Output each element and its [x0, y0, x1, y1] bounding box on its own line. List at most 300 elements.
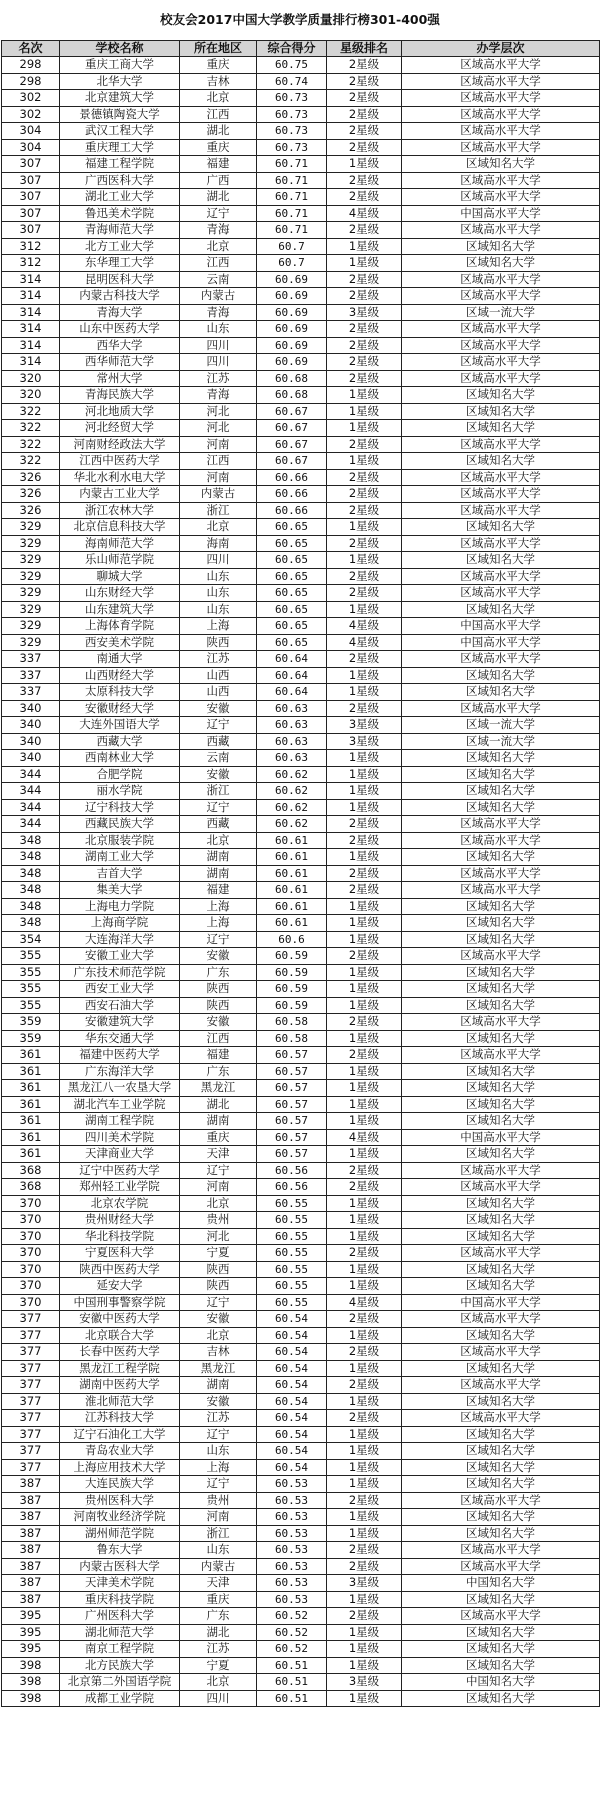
score-cell: 60.54	[257, 1410, 327, 1427]
rank-cell: 395	[2, 1608, 60, 1625]
school-level-cell: 区域知名大学	[402, 1327, 600, 1344]
school-level-cell: 区域高水平大学	[402, 1344, 600, 1361]
star-rank-cell: 1星级	[327, 519, 402, 536]
score-cell: 60.55	[257, 1278, 327, 1295]
star-rank-cell: 1星级	[327, 1641, 402, 1658]
star-rank-cell: 2星级	[327, 123, 402, 140]
region-cell: 黑龙江	[180, 1080, 257, 1097]
table-row	[2, 1014, 600, 1031]
school-level-cell: 区域知名大学	[402, 552, 600, 569]
region-cell: 北京	[180, 1327, 257, 1344]
region-cell: 陕西	[180, 634, 257, 651]
table-row	[2, 1129, 600, 1146]
region-cell: 辽宁	[180, 931, 257, 948]
region-cell: 山东	[180, 601, 257, 618]
table-row	[2, 337, 600, 354]
region-cell: 山西	[180, 667, 257, 684]
rank-cell: 348	[2, 882, 60, 899]
region-cell: 山东	[180, 1542, 257, 1559]
table-row	[2, 1509, 600, 1526]
rank-cell: 348	[2, 898, 60, 915]
school-name-cell: 湖南工业大学	[60, 849, 180, 866]
school-level-cell: 区域知名大学	[402, 1476, 600, 1493]
school-level-cell: 区域高水平大学	[402, 139, 600, 156]
region-cell: 安徽	[180, 948, 257, 965]
star-rank-cell: 1星级	[327, 667, 402, 684]
school-level-cell: 区域高水平大学	[402, 568, 600, 585]
rank-cell: 304	[2, 123, 60, 140]
star-rank-cell: 1星级	[327, 1360, 402, 1377]
school-name-cell: 浙江农林大学	[60, 502, 180, 519]
school-level-cell: 区域知名大学	[402, 1459, 600, 1476]
school-name-cell: 广州医科大学	[60, 1608, 180, 1625]
table-row	[2, 1030, 600, 1047]
star-rank-cell: 1星级	[327, 552, 402, 569]
region-cell: 陕西	[180, 981, 257, 998]
school-level-cell: 区域知名大学	[402, 1261, 600, 1278]
table-row	[2, 651, 600, 668]
school-level-cell: 区域高水平大学	[402, 700, 600, 717]
score-cell: 60.65	[257, 519, 327, 536]
score-cell: 60.54	[257, 1311, 327, 1328]
table-row	[2, 288, 600, 305]
table-row	[2, 1690, 600, 1707]
rank-cell: 340	[2, 733, 60, 750]
header-school-level: 办学层次	[402, 41, 600, 57]
rank-cell: 361	[2, 1113, 60, 1130]
table-row	[2, 271, 600, 288]
table-row	[2, 139, 600, 156]
rank-cell: 314	[2, 271, 60, 288]
table-row	[2, 453, 600, 470]
score-cell: 60.58	[257, 1014, 327, 1031]
school-level-cell: 区域一流大学	[402, 717, 600, 734]
region-cell: 河南	[180, 1509, 257, 1526]
rank-cell: 377	[2, 1344, 60, 1361]
table-row	[2, 618, 600, 635]
school-level-cell: 中国知名大学	[402, 1674, 600, 1691]
table-row	[2, 1195, 600, 1212]
school-name-cell: 西南林业大学	[60, 750, 180, 767]
school-level-cell: 区域知名大学	[402, 255, 600, 272]
school-level-cell: 区域高水平大学	[402, 123, 600, 140]
star-rank-cell: 2星级	[327, 1410, 402, 1427]
region-cell: 广东	[180, 1063, 257, 1080]
star-rank-cell: 2星级	[327, 172, 402, 189]
school-level-cell: 区域高水平大学	[402, 585, 600, 602]
table-row	[2, 73, 600, 90]
rank-cell: 344	[2, 799, 60, 816]
score-cell: 60.67	[257, 403, 327, 420]
rank-cell: 370	[2, 1212, 60, 1229]
school-level-cell: 区域知名大学	[402, 849, 600, 866]
region-cell: 四川	[180, 354, 257, 371]
rank-cell: 329	[2, 568, 60, 585]
school-level-cell: 区域高水平大学	[402, 189, 600, 206]
school-name-cell: 大连民族大学	[60, 1476, 180, 1493]
score-cell: 60.71	[257, 222, 327, 239]
rank-cell: 354	[2, 931, 60, 948]
rank-cell: 326	[2, 469, 60, 486]
star-rank-cell: 1星级	[327, 783, 402, 800]
star-rank-cell: 2星级	[327, 700, 402, 717]
region-cell: 西藏	[180, 816, 257, 833]
region-cell: 湖南	[180, 865, 257, 882]
region-cell: 陕西	[180, 1261, 257, 1278]
school-level-cell: 区域知名大学	[402, 1080, 600, 1097]
school-name-cell: 湖北汽车工业学院	[60, 1096, 180, 1113]
school-level-cell: 区域知名大学	[402, 601, 600, 618]
region-cell: 湖南	[180, 849, 257, 866]
table-row	[2, 1657, 600, 1674]
region-cell: 西藏	[180, 733, 257, 750]
table-row	[2, 1377, 600, 1394]
table-row	[2, 799, 600, 816]
star-rank-cell: 4星级	[327, 1294, 402, 1311]
star-rank-cell: 1星级	[327, 1509, 402, 1526]
rank-cell: 312	[2, 238, 60, 255]
school-level-cell: 区域高水平大学	[402, 1162, 600, 1179]
rank-cell: 387	[2, 1575, 60, 1592]
star-rank-cell: 2星级	[327, 535, 402, 552]
table-row	[2, 436, 600, 453]
region-cell: 浙江	[180, 783, 257, 800]
table-row	[2, 502, 600, 519]
score-cell: 60.55	[257, 1261, 327, 1278]
school-level-cell: 区域知名大学	[402, 684, 600, 701]
region-cell: 黑龙江	[180, 1360, 257, 1377]
school-level-cell: 中国知名大学	[402, 1575, 600, 1592]
star-rank-cell: 2星级	[327, 568, 402, 585]
school-name-cell: 常州大学	[60, 370, 180, 387]
score-cell: 60.57	[257, 1096, 327, 1113]
header-rank: 名次	[2, 41, 60, 57]
table-row	[2, 1294, 600, 1311]
school-name-cell: 华东交通大学	[60, 1030, 180, 1047]
table-row	[2, 849, 600, 866]
region-cell: 河南	[180, 469, 257, 486]
region-cell: 四川	[180, 337, 257, 354]
star-rank-cell: 2星级	[327, 865, 402, 882]
school-name-cell: 青海民族大学	[60, 387, 180, 404]
star-rank-cell: 2星级	[327, 1014, 402, 1031]
table-row	[2, 238, 600, 255]
score-cell: 60.59	[257, 964, 327, 981]
rank-cell: 387	[2, 1542, 60, 1559]
school-name-cell: 河北地质大学	[60, 403, 180, 420]
school-level-cell: 区域高水平大学	[402, 1179, 600, 1196]
table-row	[2, 717, 600, 734]
table-row	[2, 106, 600, 123]
rank-cell: 387	[2, 1476, 60, 1493]
star-rank-cell: 2星级	[327, 57, 402, 74]
star-rank-cell: 1星级	[327, 997, 402, 1014]
region-cell: 湖南	[180, 1113, 257, 1130]
rank-cell: 387	[2, 1492, 60, 1509]
school-level-cell: 区域高水平大学	[402, 90, 600, 107]
region-cell: 云南	[180, 271, 257, 288]
star-rank-cell: 1星级	[327, 1261, 402, 1278]
school-name-cell: 中国刑事警察学院	[60, 1294, 180, 1311]
rank-cell: 398	[2, 1690, 60, 1707]
star-rank-cell: 1星级	[327, 1212, 402, 1229]
star-rank-cell: 1星级	[327, 1228, 402, 1245]
star-rank-cell: 1星级	[327, 750, 402, 767]
region-cell: 海南	[180, 535, 257, 552]
school-name-cell: 聊城大学	[60, 568, 180, 585]
star-rank-cell: 3星级	[327, 1575, 402, 1592]
school-name-cell: 安徽财经大学	[60, 700, 180, 717]
table-row	[2, 123, 600, 140]
rank-cell: 355	[2, 964, 60, 981]
rank-cell: 329	[2, 618, 60, 635]
rank-cell: 355	[2, 948, 60, 965]
score-cell: 60.59	[257, 997, 327, 1014]
school-level-cell: 区域高水平大学	[402, 1047, 600, 1064]
school-level-cell: 区域高水平大学	[402, 486, 600, 503]
school-level-cell: 区域知名大学	[402, 931, 600, 948]
school-level-cell: 区域高水平大学	[402, 222, 600, 239]
school-level-cell: 区域知名大学	[402, 1146, 600, 1163]
school-level-cell: 区域知名大学	[402, 1360, 600, 1377]
star-rank-cell: 2星级	[327, 486, 402, 503]
school-name-cell: 上海商学院	[60, 915, 180, 932]
table-row	[2, 1525, 600, 1542]
region-cell: 贵州	[180, 1212, 257, 1229]
region-cell: 河北	[180, 403, 257, 420]
star-rank-cell: 1星级	[327, 420, 402, 437]
school-name-cell: 北京建筑大学	[60, 90, 180, 107]
table-row	[2, 387, 600, 404]
region-cell: 河北	[180, 420, 257, 437]
region-cell: 陕西	[180, 1278, 257, 1295]
region-cell: 上海	[180, 618, 257, 635]
star-rank-cell: 1星级	[327, 1624, 402, 1641]
rank-cell: 370	[2, 1261, 60, 1278]
school-name-cell: 天津商业大学	[60, 1146, 180, 1163]
region-cell: 辽宁	[180, 717, 257, 734]
school-name-cell: 安徽工业大学	[60, 948, 180, 965]
school-level-cell: 区域知名大学	[402, 1443, 600, 1460]
score-cell: 60.65	[257, 618, 327, 635]
star-rank-cell: 2星级	[327, 882, 402, 899]
table-row	[2, 1146, 600, 1163]
school-name-cell: 江苏科技大学	[60, 1410, 180, 1427]
rank-cell: 387	[2, 1525, 60, 1542]
star-rank-cell: 2星级	[327, 948, 402, 965]
rank-cell: 387	[2, 1509, 60, 1526]
school-level-cell: 区域知名大学	[402, 1212, 600, 1229]
school-name-cell: 西藏大学	[60, 733, 180, 750]
star-rank-cell: 2星级	[327, 469, 402, 486]
score-cell: 60.59	[257, 981, 327, 998]
score-cell: 60.51	[257, 1690, 327, 1707]
rank-cell: 377	[2, 1377, 60, 1394]
rank-cell: 322	[2, 436, 60, 453]
region-cell: 湖北	[180, 1624, 257, 1641]
region-cell: 四川	[180, 1690, 257, 1707]
school-level-cell: 区域高水平大学	[402, 1245, 600, 1262]
school-level-cell: 区域高水平大学	[402, 370, 600, 387]
rank-cell: 398	[2, 1674, 60, 1691]
rank-cell: 329	[2, 519, 60, 536]
rank-cell: 370	[2, 1294, 60, 1311]
score-cell: 60.71	[257, 205, 327, 222]
school-level-cell: 区域知名大学	[402, 387, 600, 404]
rank-cell: 314	[2, 337, 60, 354]
star-rank-cell: 2星级	[327, 816, 402, 833]
region-cell: 辽宁	[180, 1162, 257, 1179]
score-cell: 60.53	[257, 1575, 327, 1592]
rank-cell: 395	[2, 1641, 60, 1658]
score-cell: 60.53	[257, 1525, 327, 1542]
school-level-cell: 区域知名大学	[402, 1113, 600, 1130]
score-cell: 60.71	[257, 156, 327, 173]
table-row	[2, 90, 600, 107]
star-rank-cell: 1星级	[327, 238, 402, 255]
rank-cell: 368	[2, 1162, 60, 1179]
score-cell: 60.53	[257, 1476, 327, 1493]
star-rank-cell: 2星级	[327, 271, 402, 288]
school-level-cell: 区域知名大学	[402, 898, 600, 915]
table-row	[2, 1476, 600, 1493]
score-cell: 60.57	[257, 1146, 327, 1163]
region-cell: 上海	[180, 898, 257, 915]
school-name-cell: 湖南工程学院	[60, 1113, 180, 1130]
star-rank-cell: 2星级	[327, 1608, 402, 1625]
rank-cell: 307	[2, 172, 60, 189]
school-name-cell: 吉首大学	[60, 865, 180, 882]
region-cell: 湖北	[180, 1096, 257, 1113]
region-cell: 福建	[180, 156, 257, 173]
score-cell: 60.69	[257, 304, 327, 321]
school-level-cell: 区域高水平大学	[402, 172, 600, 189]
score-cell: 60.61	[257, 915, 327, 932]
rank-cell: 361	[2, 1047, 60, 1064]
school-level-cell: 区域知名大学	[402, 783, 600, 800]
school-name-cell: 太原科技大学	[60, 684, 180, 701]
star-rank-cell: 2星级	[327, 370, 402, 387]
region-cell: 内蒙古	[180, 486, 257, 503]
table-row	[2, 981, 600, 998]
school-name-cell: 鲁迅美术学院	[60, 205, 180, 222]
table-row	[2, 403, 600, 420]
score-cell: 60.55	[257, 1195, 327, 1212]
school-name-cell: 山东财经大学	[60, 585, 180, 602]
table-row	[2, 1542, 600, 1559]
school-level-cell: 区域知名大学	[402, 403, 600, 420]
rank-cell: 314	[2, 321, 60, 338]
score-cell: 60.61	[257, 832, 327, 849]
rank-cell: 361	[2, 1146, 60, 1163]
region-cell: 江西	[180, 1030, 257, 1047]
school-name-cell: 西安美术学院	[60, 634, 180, 651]
school-level-cell: 区域知名大学	[402, 750, 600, 767]
rank-cell: 377	[2, 1393, 60, 1410]
school-level-cell: 区域高水平大学	[402, 651, 600, 668]
table-row	[2, 816, 600, 833]
star-rank-cell: 2星级	[327, 832, 402, 849]
region-cell: 山西	[180, 684, 257, 701]
rank-cell: 302	[2, 90, 60, 107]
school-level-cell: 中国高水平大学	[402, 618, 600, 635]
star-rank-cell: 1星级	[327, 1096, 402, 1113]
star-rank-cell: 2星级	[327, 321, 402, 338]
table-row	[2, 1278, 600, 1295]
region-cell: 福建	[180, 882, 257, 899]
school-level-cell: 区域高水平大学	[402, 1558, 600, 1575]
school-level-cell: 区域知名大学	[402, 1690, 600, 1707]
school-name-cell: 湖北工业大学	[60, 189, 180, 206]
score-cell: 60.75	[257, 57, 327, 74]
score-cell: 60.64	[257, 667, 327, 684]
table-row	[2, 865, 600, 882]
table-row	[2, 766, 600, 783]
school-name-cell: 淮北师范大学	[60, 1393, 180, 1410]
school-name-cell: 合肥学院	[60, 766, 180, 783]
school-name-cell: 西安石油大学	[60, 997, 180, 1014]
table-row	[2, 189, 600, 206]
school-level-cell: 区域高水平大学	[402, 469, 600, 486]
school-name-cell: 东华理工大学	[60, 255, 180, 272]
score-cell: 60.61	[257, 882, 327, 899]
score-cell: 60.54	[257, 1426, 327, 1443]
school-name-cell: 乐山师范学院	[60, 552, 180, 569]
region-cell: 辽宁	[180, 1294, 257, 1311]
school-level-cell: 区域高水平大学	[402, 832, 600, 849]
rank-cell: 387	[2, 1558, 60, 1575]
school-level-cell: 区域知名大学	[402, 1509, 600, 1526]
region-cell: 北京	[180, 519, 257, 536]
region-cell: 浙江	[180, 502, 257, 519]
school-name-cell: 华北科技学院	[60, 1228, 180, 1245]
table-row	[2, 948, 600, 965]
table-row	[2, 964, 600, 981]
school-name-cell: 山东中医药大学	[60, 321, 180, 338]
score-cell: 60.54	[257, 1459, 327, 1476]
score-cell: 60.56	[257, 1162, 327, 1179]
star-rank-cell: 2星级	[327, 1311, 402, 1328]
table-row	[2, 931, 600, 948]
star-rank-cell: 1星级	[327, 1080, 402, 1097]
star-rank-cell: 1星级	[327, 156, 402, 173]
school-name-cell: 昆明医科大学	[60, 271, 180, 288]
rank-cell: 329	[2, 552, 60, 569]
region-cell: 江苏	[180, 370, 257, 387]
school-name-cell: 延安大学	[60, 1278, 180, 1295]
region-cell: 陕西	[180, 997, 257, 1014]
rank-cell: 307	[2, 189, 60, 206]
score-cell: 60.52	[257, 1641, 327, 1658]
region-cell: 北京	[180, 1195, 257, 1212]
score-cell: 60.53	[257, 1492, 327, 1509]
score-cell: 60.58	[257, 1030, 327, 1047]
school-name-cell: 重庆科技学院	[60, 1591, 180, 1608]
school-name-cell: 长春中医药大学	[60, 1344, 180, 1361]
region-cell: 福建	[180, 1047, 257, 1064]
school-level-cell: 区域知名大学	[402, 420, 600, 437]
rank-cell: 329	[2, 601, 60, 618]
star-rank-cell: 1星级	[327, 1657, 402, 1674]
table-row	[2, 667, 600, 684]
star-rank-cell: 2星级	[327, 1047, 402, 1064]
rank-cell: 377	[2, 1410, 60, 1427]
score-cell: 60.68	[257, 387, 327, 404]
rank-cell: 361	[2, 1080, 60, 1097]
table-row	[2, 1443, 600, 1460]
school-level-cell: 区域知名大学	[402, 1591, 600, 1608]
school-name-cell: 内蒙古科技大学	[60, 288, 180, 305]
